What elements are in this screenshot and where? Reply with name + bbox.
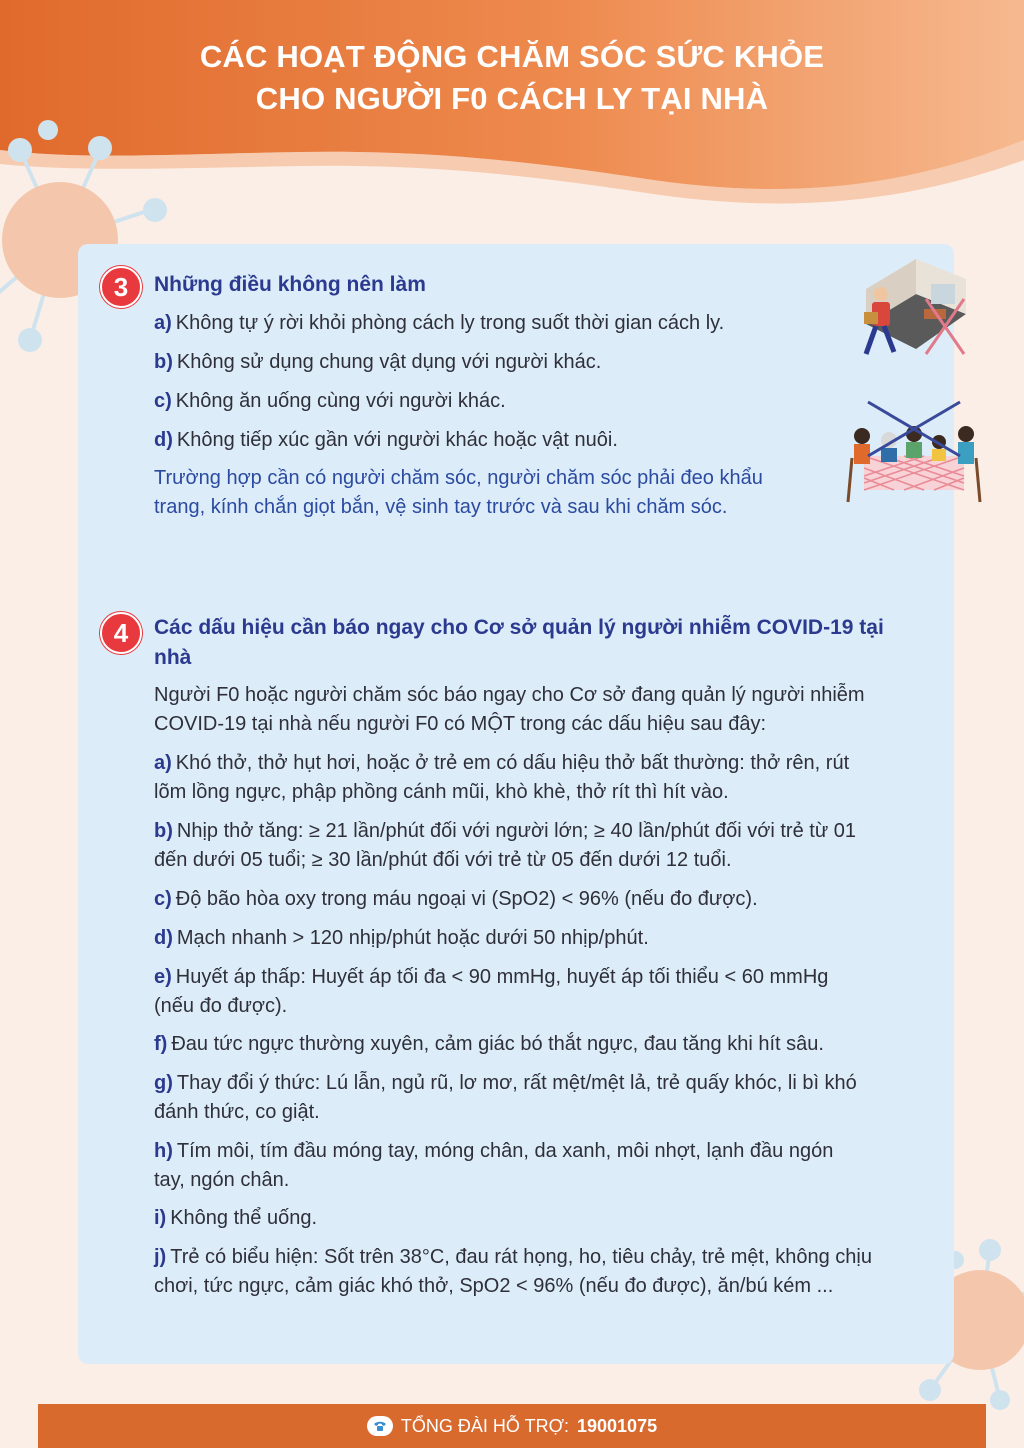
item-label: a) bbox=[154, 752, 172, 774]
list-item bbox=[154, 309, 724, 338]
support-hotline-bar bbox=[38, 1404, 986, 1448]
item-text: Không tự ý rời khỏi phòng cách ly trong suốt thời gian cách ly. bbox=[175, 312, 725, 334]
item-text-continued: đến dưới 05 tuổi; ≥ 30 lần/phút đối với trẻ từ 05 đến dưới 12 tuổi. bbox=[154, 849, 732, 871]
item-text-continued: chơi, tức ngực, cảm giác khó thở, SpO2 < 96% (nếu đo được), ăn/bú kém ... bbox=[154, 1275, 834, 1297]
caregiver-note-line2: trang, kính chắn giọt bắn, vệ sinh tay trước và sau khi chăm sóc. bbox=[154, 496, 728, 518]
list-item bbox=[154, 924, 649, 953]
section-3-title: Những điều không nên làm bbox=[154, 273, 426, 296]
item-label: h) bbox=[154, 1140, 173, 1162]
page-title-line2: CHO NGƯỜI F0 CÁCH LY TẠI NHÀ bbox=[255, 81, 769, 116]
list-item bbox=[154, 749, 849, 778]
item-text: Trẻ có biểu hiện: Sốt trên 38°C, đau rát họng, ho, tiêu chảy, trẻ mệt, không chịu bbox=[170, 1246, 872, 1268]
list-item bbox=[154, 348, 601, 377]
item-text: Không tiếp xúc gần với người khác hoặc vật nuôi. bbox=[176, 429, 618, 451]
list-item bbox=[154, 963, 828, 992]
item-text: Đau tức ngực thường xuyên, cảm giác bó thắt ngực, đau tăng khi hít sâu. bbox=[171, 1033, 824, 1055]
item-label: d) bbox=[154, 429, 173, 451]
item-text: Không thể uống. bbox=[170, 1207, 318, 1229]
item-text: Khó thở, thở hụt hơi, hoặc ở trẻ em có dấu hiệu thở bất thường: thở rên, rút bbox=[175, 752, 850, 774]
list-item bbox=[154, 885, 758, 914]
list-item bbox=[154, 426, 618, 455]
item-text: Mạch nhanh > 120 nhịp/phút hoặc dưới 50 nhịp/phút. bbox=[176, 927, 649, 949]
item-label: d) bbox=[154, 927, 173, 949]
hotline-number[interactable]: 19001075 bbox=[577, 1415, 658, 1436]
item-label: c) bbox=[154, 888, 172, 910]
section-4-intro-line2: COVID-19 tại nhà nếu người F0 có MỘT trong các dấu hiệu sau đây: bbox=[154, 713, 767, 735]
item-text: Không ăn uống cùng với người khác. bbox=[175, 390, 506, 412]
section-4-badge: 4 bbox=[100, 612, 142, 654]
list-item bbox=[154, 1204, 317, 1233]
page-title bbox=[0, 36, 1024, 120]
hotline-phone-icon bbox=[367, 1416, 393, 1436]
item-label: c) bbox=[154, 390, 172, 412]
item-label: b) bbox=[154, 820, 173, 842]
item-label: j) bbox=[154, 1246, 167, 1268]
list-item bbox=[154, 1137, 833, 1166]
item-label: i) bbox=[154, 1207, 167, 1229]
section-4-title-line1: Các dấu hiệu cần báo ngay cho Cơ sở quản lý người nhiễm COVID-19 tại bbox=[154, 616, 884, 639]
item-label: f) bbox=[154, 1033, 168, 1055]
page-title-line1: CÁC HOẠT ĐỘNG CHĂM SÓC SỨC KHỎE bbox=[199, 39, 825, 74]
item-label: b) bbox=[154, 351, 173, 373]
hotline-label: TỔNG ĐÀI HỖ TRỢ: bbox=[400, 1415, 569, 1436]
list-item bbox=[154, 1030, 824, 1059]
eating-together-illustration bbox=[844, 398, 984, 504]
item-label: e) bbox=[154, 966, 172, 988]
section-3-badge: 3 bbox=[100, 266, 142, 308]
item-text: Không sử dụng chung vật dụng với người khác. bbox=[176, 351, 602, 373]
item-text: Nhịp thở tăng: ≥ 21 lần/phút đối với người lớn; ≥ 40 lần/phút đối với trẻ từ 01 bbox=[176, 820, 857, 842]
item-text: Huyết áp thấp: Huyết áp tối đa < 90 mmHg, huyết áp tối thiểu < 60 mmHg bbox=[175, 966, 829, 988]
section-4-intro-line1: Người F0 hoặc người chăm sóc báo ngay cho Cơ sở đang quản lý người nhiễm bbox=[154, 684, 865, 706]
list-item bbox=[154, 817, 856, 846]
list-item bbox=[154, 1069, 857, 1098]
leaving-room-illustration bbox=[836, 254, 976, 364]
item-label: a) bbox=[154, 312, 172, 334]
item-text-continued: đánh thức, co giật. bbox=[154, 1101, 320, 1123]
section-4-title-line2: nhà bbox=[154, 646, 192, 669]
item-text: Độ bão hòa oxy trong máu ngoại vi (SpO2) < 96% (nếu đo được). bbox=[175, 888, 758, 910]
list-item bbox=[154, 387, 506, 416]
item-text-continued: lõm lồng ngực, phập phồng cánh mũi, khò khè, thở rít thì hít vào. bbox=[154, 781, 729, 803]
item-text-continued: (nếu đo được). bbox=[154, 995, 288, 1017]
item-text-continued: tay, ngón chân. bbox=[154, 1169, 290, 1191]
caregiver-note-line1: Trường hợp cần có người chăm sóc, người chăm sóc phải đeo khẩu bbox=[154, 467, 763, 489]
item-text: Tím môi, tím đầu móng tay, móng chân, da xanh, môi nhợt, lạnh đầu ngón bbox=[176, 1140, 834, 1162]
list-item bbox=[154, 1243, 872, 1272]
item-text: Thay đổi ý thức: Lú lẫn, ngủ rũ, lơ mơ, rất mệt/mệt lả, trẻ quấy khóc, li bì khó bbox=[176, 1072, 857, 1094]
item-label: g) bbox=[154, 1072, 173, 1094]
